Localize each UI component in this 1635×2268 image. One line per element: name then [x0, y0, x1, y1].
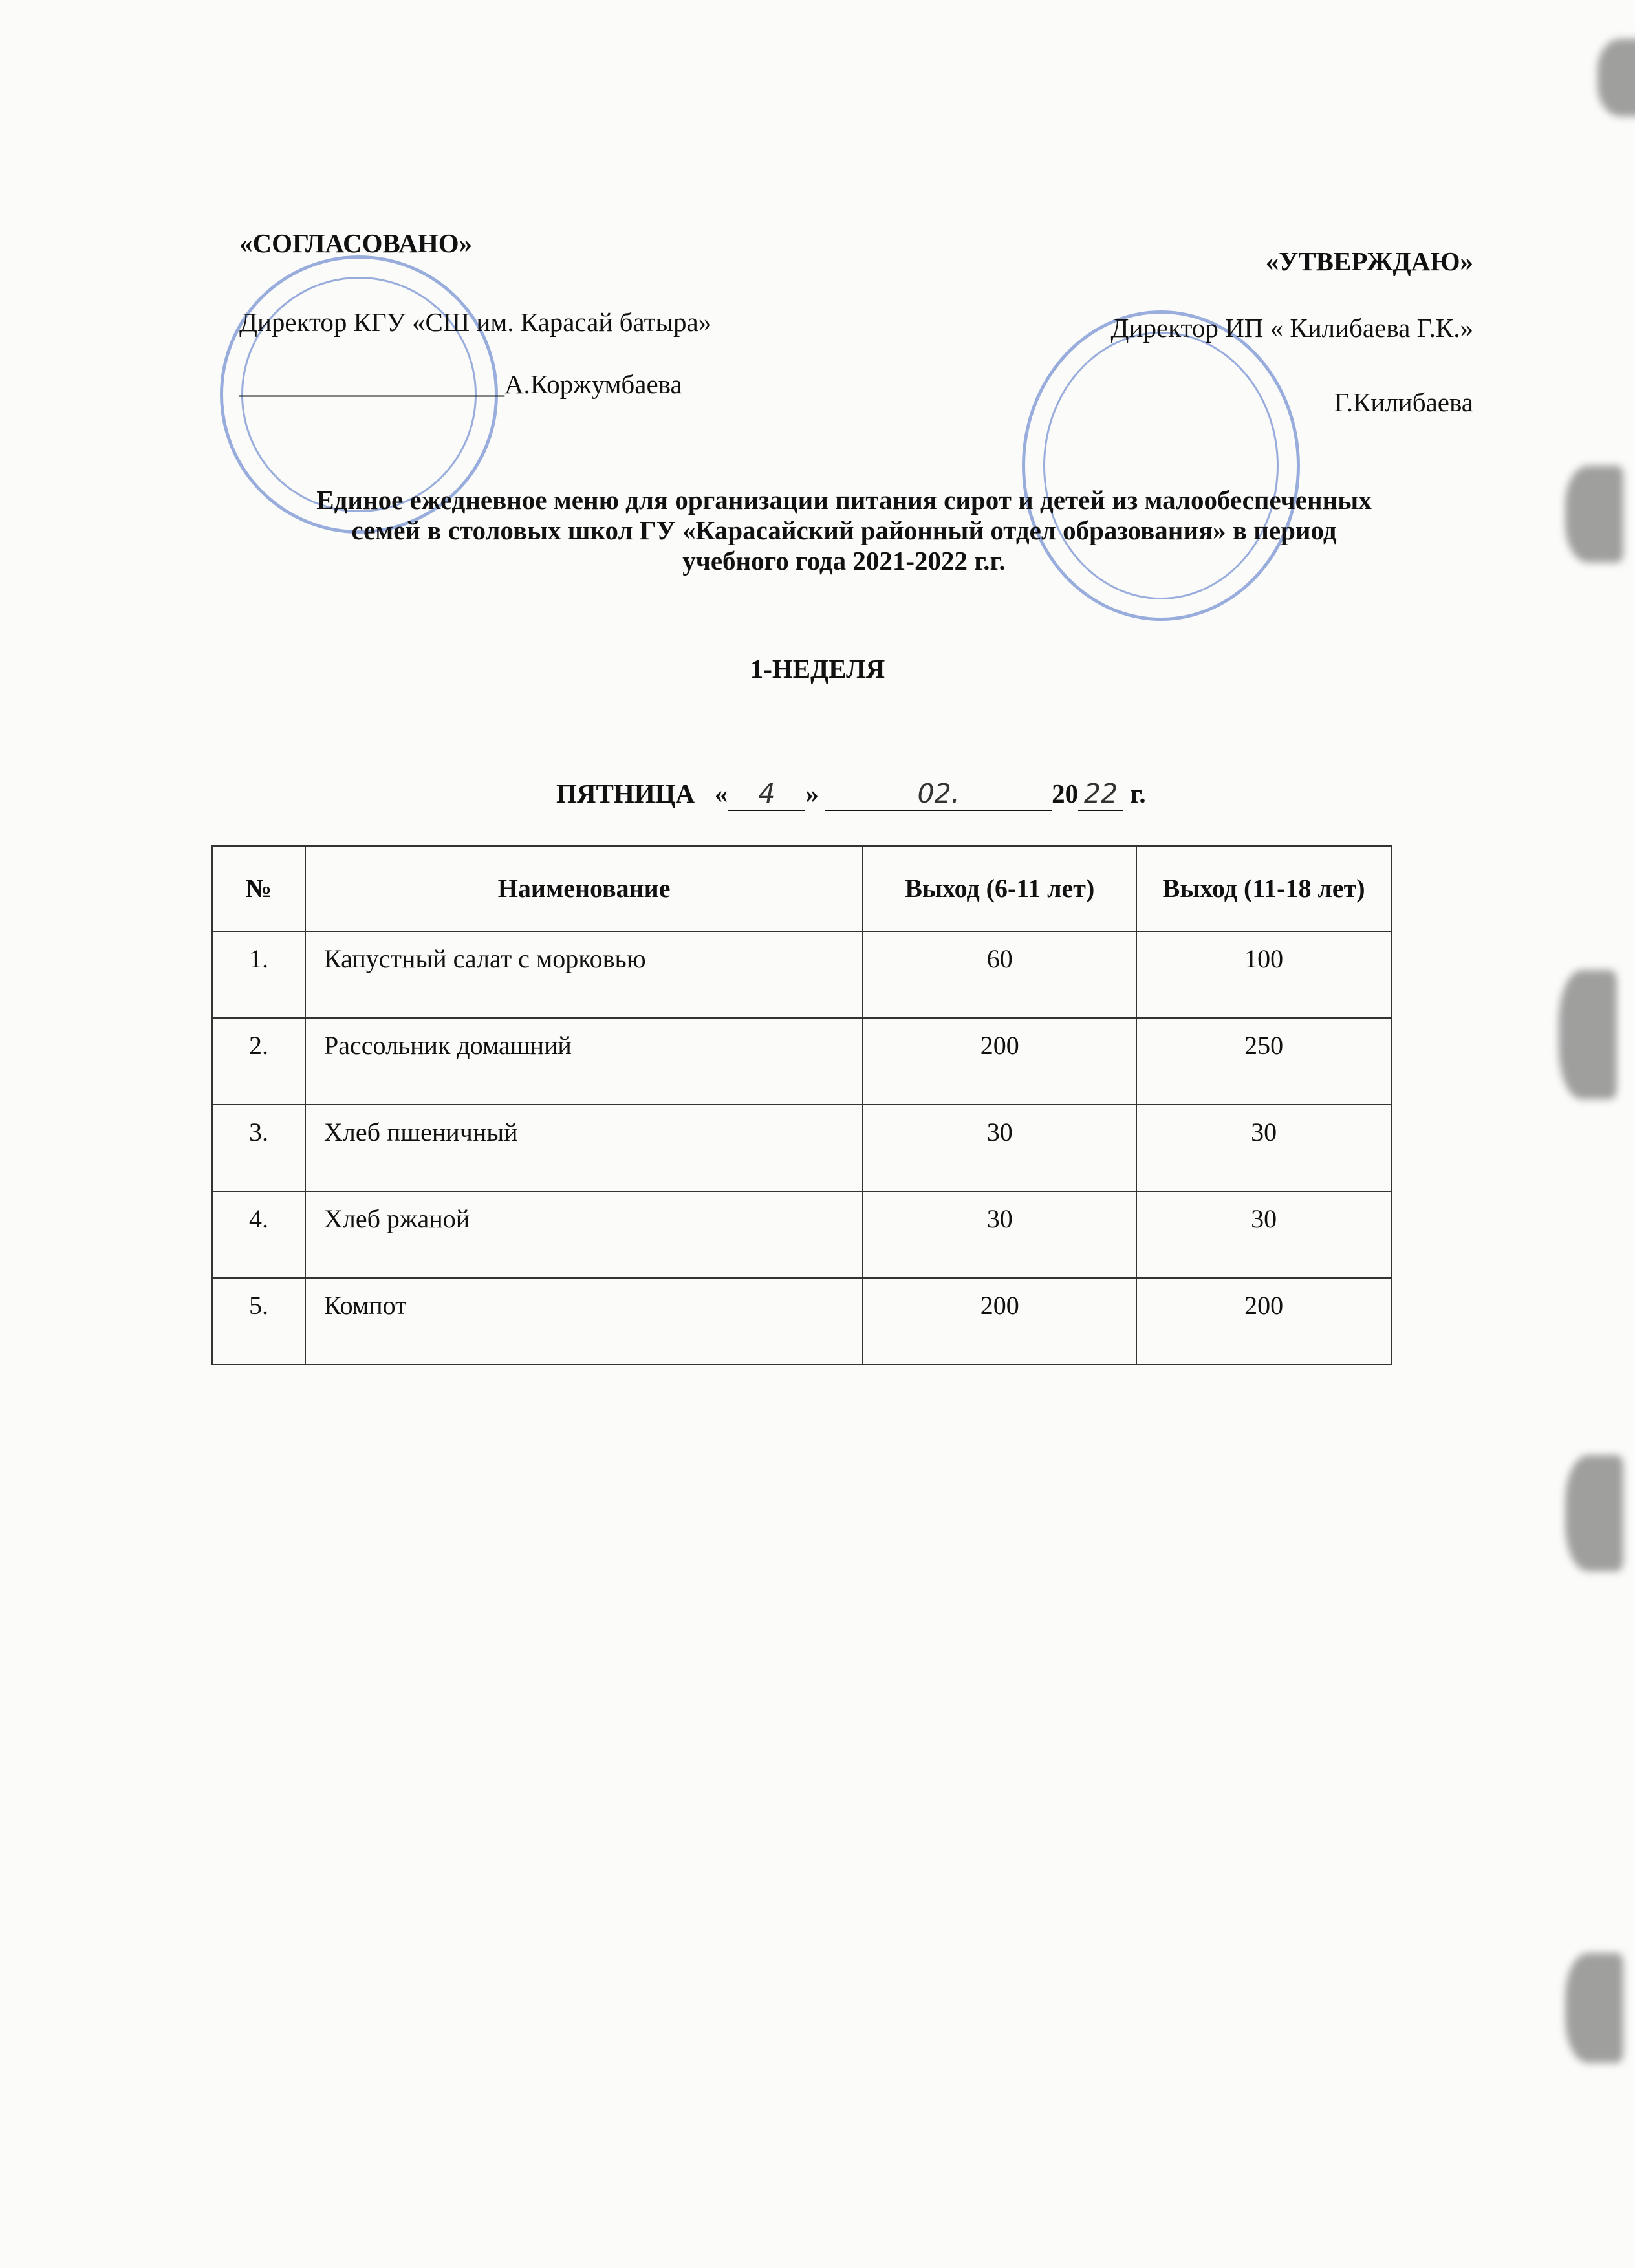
document-title — [194, 485, 1494, 576]
title-line-3: учебного года 2021-2022 г.г. — [682, 546, 1006, 576]
week-label: 1-НЕДЕЛЯ — [750, 654, 885, 684]
agreed-title: «СОГЛАСОВАНО» — [239, 228, 473, 258]
scan-smudge — [1565, 1455, 1623, 1571]
table-row — [212, 1191, 1391, 1278]
yield-older: 100 — [1136, 931, 1391, 1018]
row-number: 2. — [212, 1018, 305, 1105]
scan-smudge — [1565, 466, 1623, 563]
table-header-row — [212, 846, 1391, 931]
dish-name: Капустный салат с морковью — [305, 931, 863, 1018]
yield-young: 30 — [863, 1191, 1136, 1278]
col-yield-older-header: Выход (11-18 лет) — [1136, 846, 1391, 931]
yield-older: 30 — [1136, 1105, 1391, 1191]
table-row — [212, 1105, 1391, 1191]
yield-young: 30 — [863, 1105, 1136, 1191]
table-row — [212, 1018, 1391, 1105]
dish-name: Хлеб ржаной — [305, 1191, 863, 1278]
yield-older: 250 — [1136, 1018, 1391, 1105]
approve-title: «УТВЕРЖДАЮ» — [1265, 246, 1473, 276]
row-number: 1. — [212, 931, 305, 1018]
col-name-header: Наименование — [305, 846, 863, 931]
scan-smudge — [1565, 1953, 1623, 2063]
handwritten-day: 4 — [728, 778, 805, 811]
menu-table — [211, 845, 1392, 1365]
weekday: ПЯТНИЦА — [556, 779, 695, 808]
handwritten-year: 22 — [1078, 778, 1123, 811]
scan-smudge — [1597, 39, 1635, 116]
left-position: Директор КГУ «СШ им. Карасай батыра» — [239, 307, 712, 337]
dish-name: Хлеб пшеничный — [305, 1105, 863, 1191]
yield-young: 60 — [863, 931, 1136, 1018]
dish-name: Компот — [305, 1278, 863, 1365]
yield-young: 200 — [863, 1278, 1136, 1365]
scan-smudge — [1559, 970, 1617, 1099]
right-name: Г.Килибаева — [1334, 387, 1473, 417]
row-number: 4. — [212, 1191, 305, 1278]
title-line-1: Единое ежедневное меню для организации питания сирот и детей из малообеспеченных — [316, 485, 1372, 515]
col-yield-young-header: Выход (6-11 лет) — [863, 846, 1136, 931]
signature-line: ____________________А.Коржумбаева — [239, 369, 682, 399]
title-line-2: семей в столовых школ ГУ «Карасайский районный отдел образования» в период — [351, 515, 1337, 546]
left-name: А.Коржумбаева — [504, 369, 682, 399]
handwritten-month: 02. — [825, 778, 1052, 811]
right-position: Директор ИП « Килибаева Г.К.» — [1110, 313, 1473, 343]
date-line: ПЯТНИЦА « 4 » 02. 20 22 г. — [556, 778, 1146, 811]
table-row — [212, 931, 1391, 1018]
dish-name: Рассольник домашний — [305, 1018, 863, 1105]
yield-young: 200 — [863, 1018, 1136, 1105]
row-number: 5. — [212, 1278, 305, 1365]
table-row — [212, 1278, 1391, 1365]
yield-older: 200 — [1136, 1278, 1391, 1365]
yield-older: 30 — [1136, 1191, 1391, 1278]
col-number-header: № — [212, 846, 305, 931]
row-number: 3. — [212, 1105, 305, 1191]
